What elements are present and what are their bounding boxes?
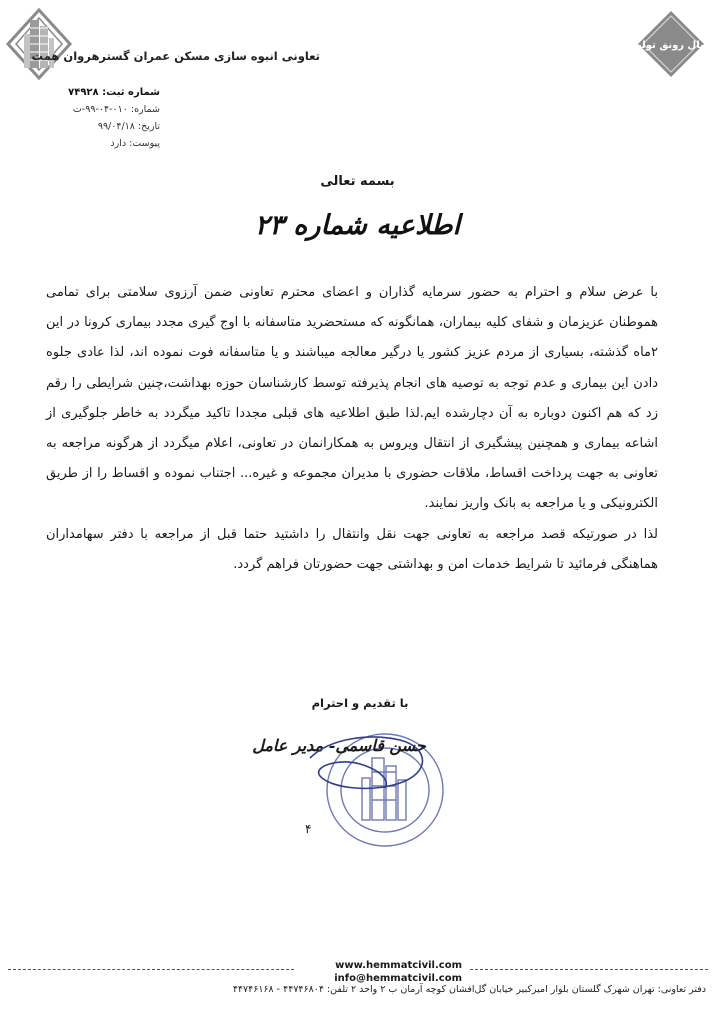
website-link[interactable]: www.hemmatcivil.com <box>335 960 462 971</box>
company-name: تعاونی انبوه سازی مسکن عمران گسترهروان همت <box>31 49 320 63</box>
office-address: دفتر تعاونی: تهران شهرک گلستان بلوار امیرکبیر خیابان گل‌افشان کوچه آرمان ب ۲ واحد ۲ تلفن: ۴۴۷۴۶۸۰۴ - ۴۴۷۴۶۱۶۸ <box>232 984 706 995</box>
announcement-title: اطلاعیه شماره ۲۳ <box>254 210 461 241</box>
registration-number: شماره ثبت: ۷۴۹۲۸ <box>68 87 160 98</box>
closing-phrase: با تقدیم و احترام <box>311 696 409 710</box>
letter-number: شماره: ۰۱۰-۰۴-۹۹-ت <box>72 104 160 115</box>
year-slogan-emblem <box>632 10 710 78</box>
footer-contact <box>300 959 462 985</box>
paragraph: با عرض سلام و احترام به حضور سرمایه گذاران و اعضای محترم تعاونی ضمن آرزوی سلامتی برای تمامی هموطنان عزیزمان و شفای کلیه بیماران، همانگونه که مستحضرید متاسفانه با اوج گیری مجدد بیماری کرونا در این ۲ماه گذشته، بسیاری از مردم عزیز کشور یا درگیر معالجه میباشند و یا متاسفانه فوت نموده اند، لذا عادی جلوه دادن این بیماری و عدم توجه به توصیه های انجام پذیرفته توسط کارشناسان حوزه بهداشت،چنین شرایطی را رقم زد که هم اکنون دوباره به آن دچارشده ایم.لذا طبق اطلاعیه های قبلی مجددا تاکید میگردد به خاطر جلوگیری از اشاعه بیماری و همچنین پیشگیری از انتقال ویروس به همکارانمان در تعاونی، اعلام میگردد از هرگونه مراجعه به تعاونی به جهت پرداخت اقساط، ملاقات حضوری با مدیران مجموعه و غیره... اجتناب نموده و اقساط را از طریق الکترونیکی و یا مراجعه به بانک واریز نمایند. <box>46 285 658 512</box>
year-slogan-text: سال رونق تولید <box>632 40 710 51</box>
letter-body <box>46 278 658 580</box>
letter-attachment: پیوست: دارد <box>110 138 160 149</box>
email-link[interactable]: info@hemmatcivil.com <box>334 973 462 984</box>
page-mark: ۴ <box>305 822 312 836</box>
letter-date: تاریخ: ۹۹/۰۴/۱۸ <box>97 121 160 132</box>
bismillah: بسمه تعالی <box>320 174 395 189</box>
footer-divider <box>470 969 708 970</box>
handwritten-signature <box>290 728 440 798</box>
paragraph: لذا در صورتیکه قصد مراجعه به تعاونی جهت نقل وانتقال را داشتید حتما قبل از مراجعه با دفتر سهامداران هماهنگی فرمائید تا شرایط خدمات امن و بهداشتی جهت حضورتان فراهم گردد. <box>46 526 658 572</box>
footer-divider <box>8 969 294 970</box>
company-logo <box>6 8 72 80</box>
signer-name: حسن قاسمی- مدیر عامل <box>252 736 426 755</box>
letter-meta <box>10 84 160 152</box>
